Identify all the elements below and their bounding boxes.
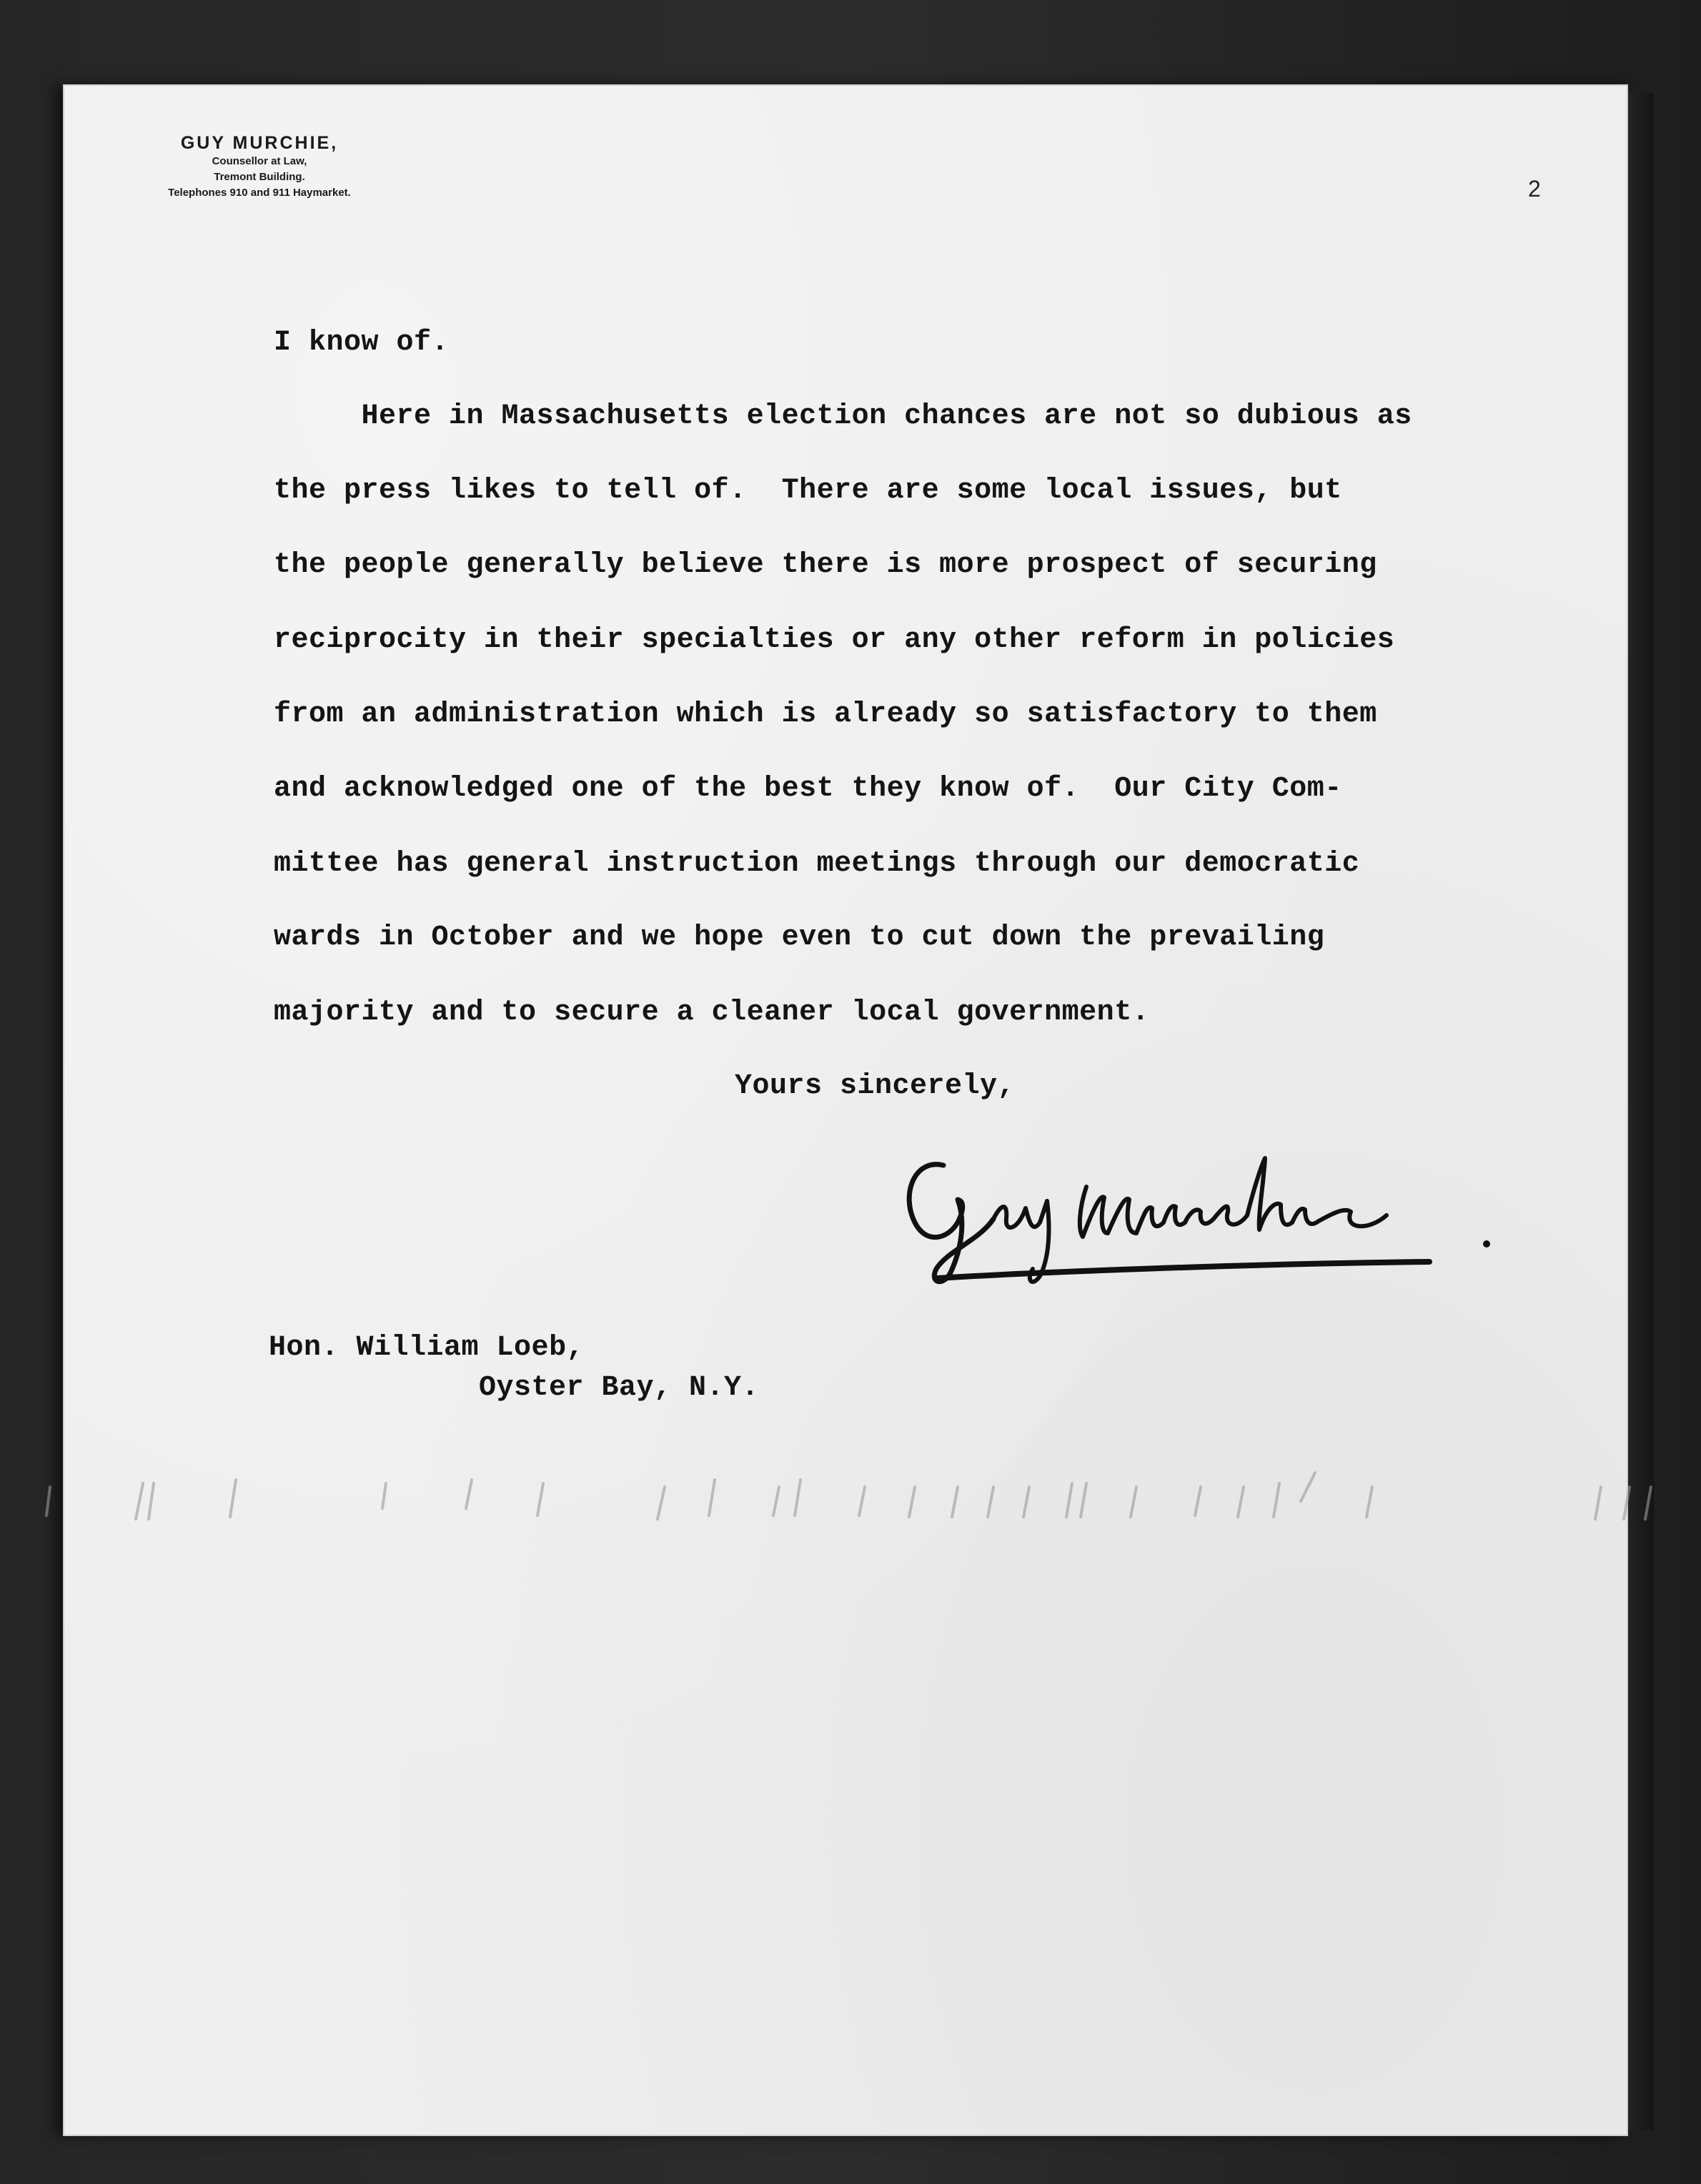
bleed-through-marks <box>29 1458 1672 1537</box>
addressee-location: Oyster Bay, N.Y. <box>479 1372 760 1404</box>
body-line: reciprocity in their specialties or any other reform in policies <box>274 624 1395 656</box>
body-line: the press likes to tell of. There are some local issues, but <box>274 475 1342 507</box>
letterhead-telephones: Telephones 910 and 911 Haymarket. <box>168 187 351 199</box>
addressee-name: Hon. William Loeb, <box>269 1332 585 1364</box>
letterhead <box>106 133 413 201</box>
closing: Yours sincerely, <box>735 1070 1016 1102</box>
body-line: and acknowledged one of the best they know of. Our City Com- <box>274 773 1342 805</box>
letter-page <box>63 84 1628 2136</box>
body-line: the people generally believe there is more prospect of securing <box>274 549 1377 581</box>
body-line: Here in Massachusetts election chances are not so dubious as <box>274 400 1412 433</box>
page-number: 2 <box>1528 176 1541 202</box>
body-line: I know of. <box>274 327 450 359</box>
letterhead-name: GUY MURCHIE, <box>180 133 339 153</box>
body-line: from an administration which is already so satisfactory to them <box>274 698 1377 731</box>
body-line: majority and to secure a cleaner local government. <box>274 997 1150 1029</box>
handwritten-signature <box>886 1115 1515 1301</box>
body-line: wards in October and we hope even to cut down the prevailing <box>274 921 1325 954</box>
body-line: mittee has general instruction meetings through our democratic <box>274 848 1360 880</box>
letterhead-title: Counsellor at Law, <box>212 155 307 167</box>
letterhead-building: Tremont Building. <box>214 171 305 183</box>
